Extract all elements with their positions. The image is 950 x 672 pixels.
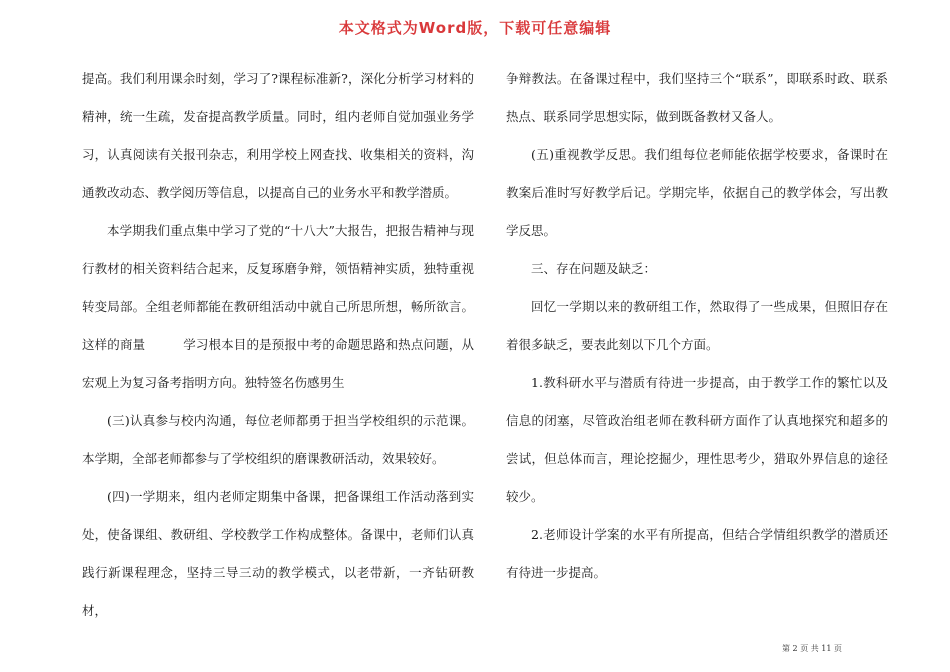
paragraph: 回忆一学期以来的教研组工作，然取得了一些成果，但照旧存在着很多缺乏，要表此刻以下几个方面。 bbox=[506, 299, 888, 352]
left-column bbox=[82, 60, 474, 630]
list-item: 2.老师设计学案的水平有所提高，但结合学情组织教学的潜质还有待进一步提高。 bbox=[506, 527, 888, 580]
right-column bbox=[506, 60, 888, 592]
paragraph: (五)重视教学反思。我们组每位老师能依据学校要求，备课时在教案后准时写好教学后记。学期完毕，依据自己的教学体会，写出教学反思。 bbox=[506, 147, 888, 238]
paragraph: (三)认真参与校内沟通，每位老师都勇于担当学校组织的示范课。本学期，全部老师都参与了学校组织的磨课教研活动，效果较好。 bbox=[82, 413, 474, 466]
paragraph: 本学期我们重点集中学习了党的“十八大”大报告，把报告精神与现行教材的相关资料结合起来，反复琢磨争辩，领悟精神实质，独特重视转变局部。全组老师都能在教研组活动中就自己所思所想，畅所欲言。这样的商量 学习根本目的是预报中考的命题思路和热点问题，从宏观上为复习备考指明方向。独特签名伤感男生 bbox=[82, 223, 474, 390]
paragraph: (四)一学期来，组内老师定期集中备课，把备课组工作活动落到实处，使备课组、教研组、学校教学工作构成整体。备课中，老师们认真践行新课程理念，坚持三导三动的教学模式，以老带新，一齐钻研教材， bbox=[82, 489, 474, 618]
page-number: 第 2 页 共 11 页 bbox=[782, 644, 842, 653]
document-banner: 本文格式为Word版，下载可任意编辑 bbox=[338, 19, 612, 37]
section-heading: 三、存在问题及缺乏： bbox=[531, 261, 657, 276]
paragraph: 提高。我们利用课余时刻，学习了?课程标准新?，深化分析学习材料的精神，统一生疏，发奋提高教学质量。同时，组内老师自觉加强业务学习，认真阅读有关报刊杂志，利用学校上网查找、收集相关的资料，沟通教改动态、教学阅历等信息，以提高自己的业务水平和教学潜质。 bbox=[82, 71, 474, 200]
paragraph: 争辩教法。在备课过程中，我们坚持三个“联系”，即联系时政、联系热点、联系同学思想实际，做到既备教材又备人。 bbox=[506, 71, 888, 124]
list-item: 1.教科研水平与潜质有待进一步提高，由于教学工作的繁忙以及信息的闭塞，尽管政治组老师在教科研方面作了认真地探究和超多的尝试，但总体而言，理论挖掘少，理性思考少，猎取外界信息的途径较少。 bbox=[506, 375, 888, 504]
